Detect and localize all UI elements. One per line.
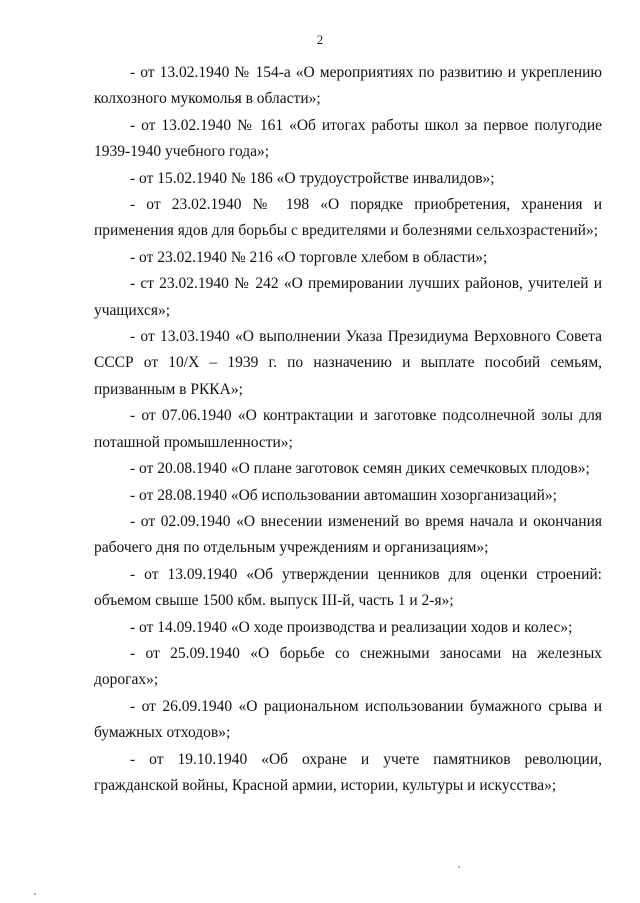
list-item: - ст 23.02.1940 № 242 «О премировании лучших районов, учителей и учащихся»; [94, 275, 602, 319]
list-item: - от 02.09.1940 «О внесении изменений во время начала и окончания рабочего дня по отдельным учреждениям и организациям»; [94, 512, 602, 557]
list-item: - от 14.09.1940 «О ходе производства и реализации ходов и колес»; [130, 618, 573, 636]
scan-speck [34, 893, 36, 895]
list-item: - от 23.02.1940 № 198 «О порядке приобретения, хранения и применения ядов для борьбы с вредителями и болезнями сельхозрастений»; [94, 196, 602, 240]
list-item: - от 15.02.1940 № 186 «О трудоустройстве инвалидов»; [130, 169, 495, 187]
list-item: - от 13.02.1940 № 161 «Об итогах работы школ за первое полугодие 1939-1940 учебного года»; [94, 116, 602, 161]
list-item: - от 25.09.1940 «О борьбе со снежными заносами на железных дорогах»; [94, 644, 602, 689]
list-item: - от 13.03.1940 «О выполнении Указа Президиума Верховного Совета СССР от 10/Х – 1939 г. по назначению и выплате пособий семьям, призванным в РККА»; [94, 328, 602, 398]
list-item: - от 13.02.1940 № 154-а «О мероприятиях по развитию и укреплению колхозного мукомолья в области»; [94, 64, 602, 108]
resolution-list [94, 60, 602, 799]
list-item: - от 13.09.1940 «Об утверждении ценников для оценки строений: объемом свыше 1500 кбм. выпуск III-й, часть 1 и 2-я»; [94, 565, 602, 610]
page-number: 2 [316, 32, 324, 47]
list-item: - от 23.02.1940 № 216 «О торговле хлебом в области»; [130, 248, 488, 266]
list-item: - от 28.08.1940 «Об использовании автомашин хозорганизаций»; [130, 486, 557, 504]
scan-speck [458, 866, 460, 868]
list-item: - от 20.08.1940 «О плане заготовок семян диких семечковых плодов»; [130, 460, 590, 478]
list-item: - от 07.06.1940 «О контрактации и заготовке подсолнечной золы для поташной промышленности»; [94, 407, 602, 451]
list-item: - от 19.10.1940 «Об охране и учете памятников революции, гражданской войны, Красной армии, истории, культуры и искусства»; [94, 750, 602, 794]
list-item: - от 26.09.1940 «О рациональном использовании бумажного срыва и бумажных отходов»; [94, 697, 602, 742]
